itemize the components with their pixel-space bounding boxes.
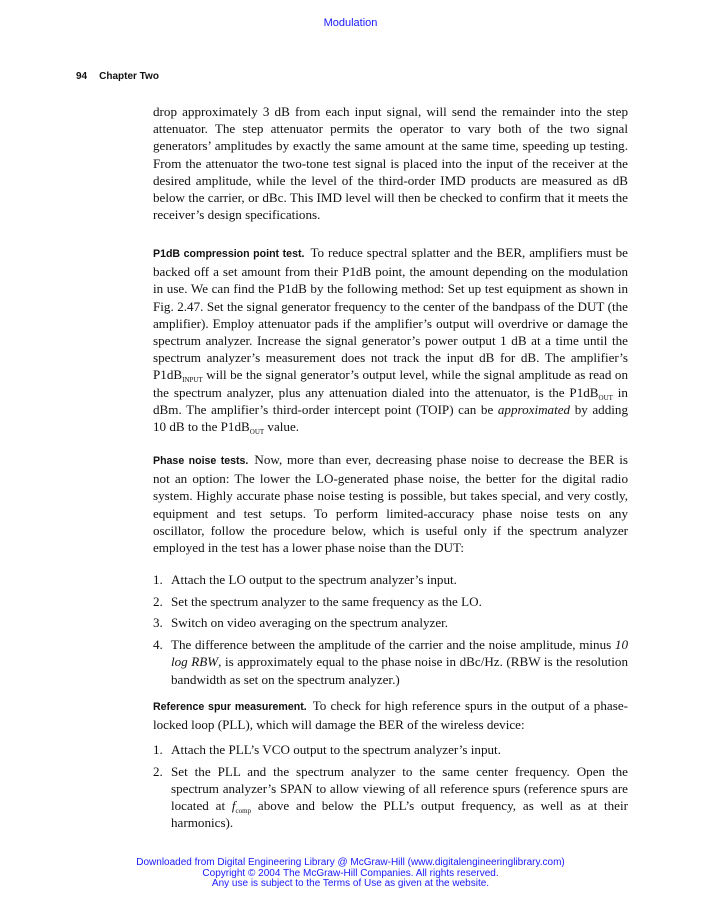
spur-paragraph	[153, 697, 628, 733]
list-text: Switch on video averaging on the spectrum analyzer.	[171, 615, 449, 631]
spur-text: To check for high reference spurs in the output of a phase-locked loop (PLL), which will damage the BER of the wireless device:	[153, 698, 628, 733]
list-text: above and below the PLL’s output frequency, as well as at their harmonics).	[171, 798, 628, 831]
list-text: Set the PLL and the spectrum analyzer to the same center frequency. Open the spectrum analyzer’s SPAN to allow viewing of all reference spurs (reference spurs are located at	[171, 763, 628, 814]
subscript-comp: comp	[235, 807, 252, 816]
list-text: Attach the PLL’s VCO output to the spectrum analyzer’s input.	[171, 742, 501, 757]
list-text: Set the spectrum analyzer to the same frequency as the LO.	[171, 593, 482, 609]
chapter-link[interactable]: Modulation	[323, 17, 378, 29]
list-item	[153, 593, 628, 610]
spur-steps	[153, 741, 628, 836]
list-item	[153, 571, 628, 588]
list-item	[153, 763, 628, 832]
footer-download-link[interactable]: Downloaded from Digital Engineering Library @ McGraw-Hill (www.digitalengineeringlibrary.com)	[136, 857, 565, 868]
subscript-out: OUT	[598, 393, 613, 402]
list-number: 1.	[153, 572, 163, 587]
list-text: Attach the LO output to the spectrum analyzer’s input.	[171, 572, 457, 587]
list-number: 4.	[153, 637, 163, 653]
list-item	[153, 636, 628, 688]
paragraph-text: drop approximately 3 dB from each input signal, will send the remainder into the step attenuator. The step attenuator permits the operator to vary both of the two signal generators’ amplitudes by exactly the same amount at the same time, speeding up testing. From the attenuator the two-tone test signal is placed into the input of the receiver at the desired amplitude, while the level of the third-order IMD products are measured as dB below the carrier, or dBc. This IMD level will then be checked to confirm that it meets the receiver’s design specifications.	[153, 104, 628, 223]
footer	[0, 858, 701, 890]
footer-copyright[interactable]: Copyright © 2004 The McGraw-Hill Companies. All rights reserved.	[202, 867, 499, 879]
reference-spur-section	[153, 697, 628, 733]
phase-noise-steps	[153, 571, 628, 692]
phase-noise-heading: Phase noise tests.	[153, 455, 249, 467]
p1db-text-e: value.	[264, 419, 300, 435]
phase-noise-text: Now, more than ever, decreasing phase noise to decrease the BER is not an option: The lower the LO-generated phase noise, the better for the digital radio system. Highly accurate phase noise testing is possible, but takes special, and very costly, equipment and test setups. To perform limited-accuracy phase noise tests on any oscillator, follow the procedure below, which is useful only if the spectrum analyzer employed in the test has a lower phase noise than the DUT:	[153, 452, 628, 556]
p1db-text-d: by adding 10 dB to the P1dB	[153, 401, 629, 435]
spur-heading: Reference spur measurement.	[153, 701, 307, 713]
running-head	[76, 71, 171, 82]
list-item	[153, 741, 628, 758]
p1db-text-c: in dBm. The amplifier’s third-order intercept point (TOIP) can be	[153, 384, 628, 417]
phase-noise-section	[153, 451, 628, 556]
emphasis-approximated: approximated	[497, 401, 571, 417]
p1db-section	[153, 244, 628, 435]
paragraph-continuation	[153, 103, 628, 223]
p1db-paragraph	[153, 244, 628, 435]
subscript-out: OUT	[249, 428, 265, 437]
list-number: 1.	[153, 742, 163, 757]
page-number: 94	[76, 71, 88, 82]
list-item	[153, 614, 628, 631]
emphasis-10-log-rbw: 10 log RBW	[171, 637, 628, 670]
phase-noise-paragraph	[153, 451, 628, 556]
p1db-text-b: will be the signal generator’s output level, while the signal amplitude as read on the spectrum analyzer, plus any attenuation dialed into the attenuator, is the P1dB	[153, 367, 628, 400]
chapter-title: Chapter Two	[99, 71, 159, 82]
list-number: 2.	[153, 763, 163, 779]
subscript-input: INPUT	[182, 376, 203, 385]
list-number: 3.	[153, 615, 163, 631]
list-text: The difference between the amplitude of the carrier and the noise amplitude, minus	[171, 637, 615, 653]
variable-f: f	[231, 798, 236, 814]
list-text: , is approximately equal to the phase noise in dBc/Hz. (RBW is the resolution bandwidth as set on the spectrum analyzer.)	[171, 654, 628, 687]
p1db-text-a: To reduce spectral splatter and the BER, amplifiers must be backed off a set amount from their P1dB point, the amount depending on the modulation in use. We can find the P1dB by the following method: Set up test equipment as shown in Fig. 2.47. Set the signal generator frequency to the center of the bandpass of the DUT (the amplifier). Employ attenuator pads if the amplifier’s output will overdrive or damage the spectrum analyzer. Increase the signal generator’s power output 1 dB at a time until the spectrum analyzer’s measurement does not track the input dB for dB. The amplifier’s P1dB	[153, 245, 628, 383]
list-number: 2.	[153, 593, 163, 609]
footer-terms-link[interactable]: Any use is subject to the Terms of Use as given at the website.	[211, 878, 490, 889]
p1db-heading: P1dB compression point test.	[153, 248, 305, 260]
